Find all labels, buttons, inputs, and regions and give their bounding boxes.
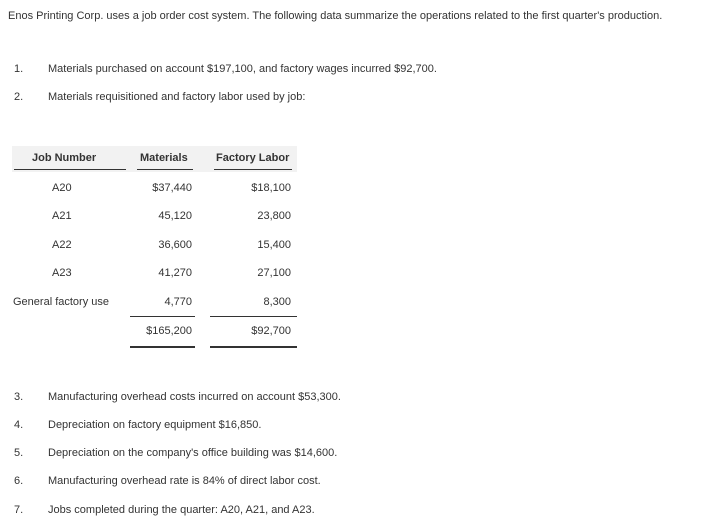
item-number: 1. xyxy=(14,63,24,75)
header-underline xyxy=(214,169,292,170)
job-cell: A22 xyxy=(52,239,72,251)
subtotal-rule xyxy=(210,316,297,317)
job-cell: General factory use xyxy=(13,296,109,308)
materials-total: $165,200 xyxy=(146,325,192,337)
materials-cell: 45,120 xyxy=(158,210,192,222)
labor-cell: 8,300 xyxy=(263,296,291,308)
header-job-number: Job Number xyxy=(32,152,97,164)
problem-intro: Enos Printing Corp. uses a job order cost system. The following data summarize the operations related to the first quarter's production. xyxy=(8,10,663,22)
item-number: 7. xyxy=(14,504,24,516)
item-text: Depreciation on the company's office building was $14,600. xyxy=(48,447,338,459)
labor-total: $92,700 xyxy=(251,325,291,337)
labor-cell: 23,800 xyxy=(257,210,291,222)
job-cell: A23 xyxy=(52,267,72,279)
item-text: Materials purchased on account $197,100, and factory wages incurred $92,700. xyxy=(48,63,437,75)
job-cell: A20 xyxy=(52,182,72,194)
item-number: 3. xyxy=(14,391,24,403)
item-number: 5. xyxy=(14,447,24,459)
header-materials: Materials xyxy=(140,152,188,164)
item-number: 4. xyxy=(14,419,24,431)
header-underline xyxy=(137,169,193,170)
materials-cell: 4,770 xyxy=(164,296,192,308)
materials-cell: 36,600 xyxy=(158,239,192,251)
header-factory-labor: Factory Labor xyxy=(216,152,290,164)
item-number: 2. xyxy=(14,91,24,103)
header-underline xyxy=(14,169,126,170)
total-double-rule xyxy=(130,346,195,348)
item-text: Jobs completed during the quarter: A20, A21, and A23. xyxy=(48,504,315,516)
item-text: Depreciation on factory equipment $16,850. xyxy=(48,419,262,431)
subtotal-rule xyxy=(130,316,195,317)
item-number: 6. xyxy=(14,475,24,487)
item-text: Manufacturing overhead costs incurred on account $53,300. xyxy=(48,391,341,403)
materials-cell: $37,440 xyxy=(152,182,192,194)
labor-cell: 15,400 xyxy=(257,239,291,251)
item-text: Materials requisitioned and factory labor used by job: xyxy=(48,91,306,103)
total-double-rule xyxy=(210,346,297,348)
labor-cell: 27,100 xyxy=(257,267,291,279)
item-text: Manufacturing overhead rate is 84% of direct labor cost. xyxy=(48,475,321,487)
labor-cell: $18,100 xyxy=(251,182,291,194)
materials-cell: 41,270 xyxy=(158,267,192,279)
job-cell: A21 xyxy=(52,210,72,222)
